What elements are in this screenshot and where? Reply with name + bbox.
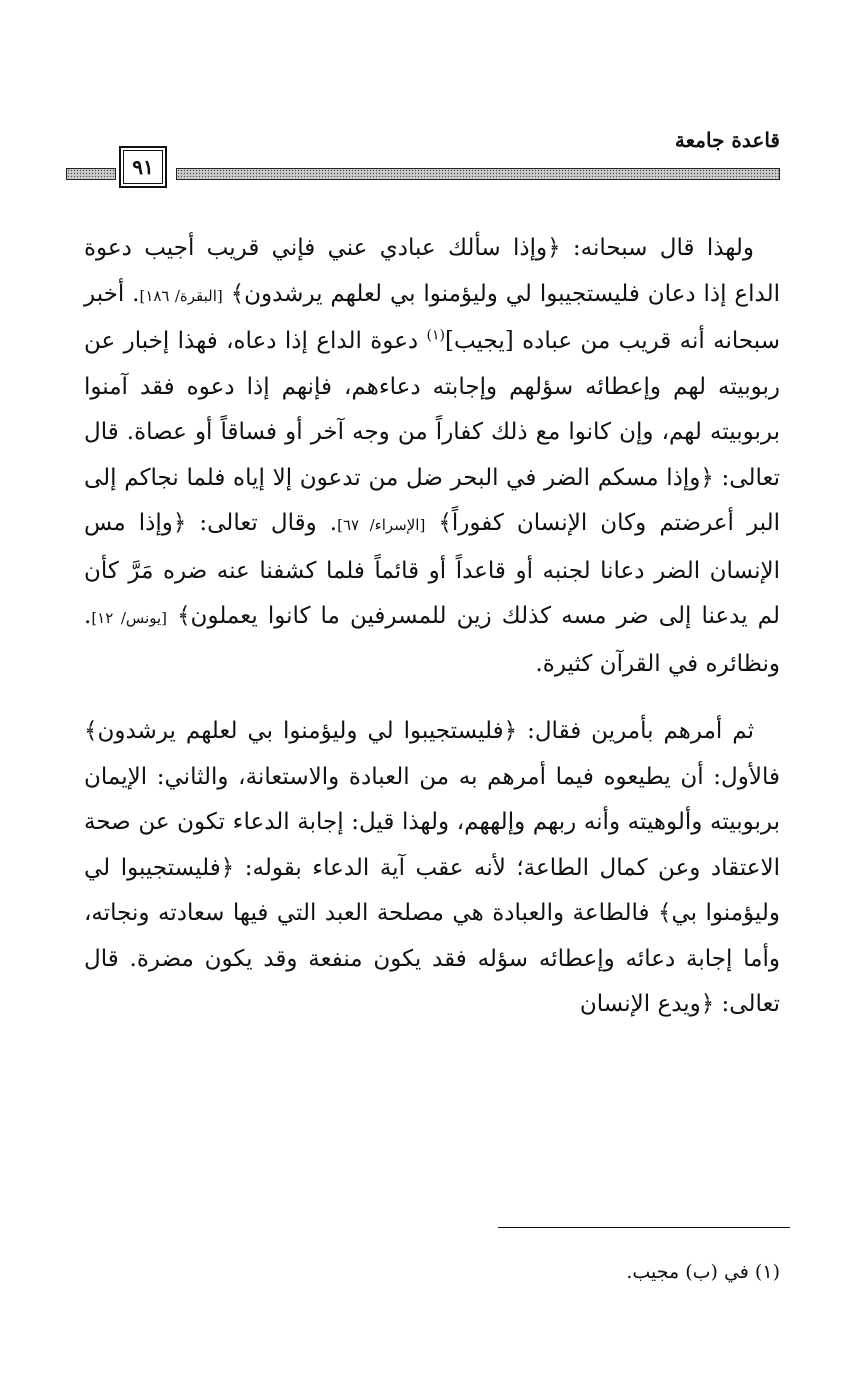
header-ornamental-rule-left [66,168,116,180]
text-segment: ولهذا قال سبحانه: ﴿وإذا سألك عبادي عني فإني قريب أجيب دعوة الداع إذا دعان فليستجيبوا لي وليؤمنوا بي لعلهم يرشدون﴾ [84,235,780,307]
text-segment: . أخبر سبحانه أنه قريب من عباده [يجيب] [84,280,780,354]
footnote: (١) في (ب) مجيب. [626,1261,780,1283]
header-ornamental-rule [176,168,780,180]
footnote-marker: (١) [426,327,445,344]
verse-reference: [الإسراء/ ٦٧] [337,516,426,534]
verse-reference: [يونس/ ١٢] [91,609,167,627]
text-segment: . وقال تعالى: ﴿وإذا مس الإنسان الضر دعانا لجنبه أو قاعداً أو قائماً فلما كشفنا عنه ضره مَرَّ كأن لم يدعنا إلى ضر مسه كذلك زين للمسرفين ما كانوا يعملون﴾ [84,510,780,629]
running-header-title: قاعدة جامعة [674,128,780,152]
footnote-separator [498,1227,790,1228]
text-segment: دعوة الداع إذا دعاه، فهذا إخبار عن ربوبيته لهم وإعطائه سؤلهم وإجابته دعاءهم، فإنهم إذا دعوه فقد آمنوا بربوبيته لهم، وإن كانوا مع ذلك كفاراً من وجه آخر أو فساقاً أو عصاة. قال تعالى: ﴿وإذا مسكم الضر في البحر ضل من تدعون إلا إياه فلما نجاكم إلى البر أعرضتم وكان الإنسان كفوراً﴾ [84,328,780,536]
paragraph-2: ثم أمرهم بأمرين فقال: ﴿فليستجيبوا لي وليؤمنوا بي لعلهم يرشدون﴾ فالأول: أن يطيعوه فيما أمرهم به من العبادة والاستعانة، والثاني: الإيمان بربوبيته وألوهيته وأنه ربهم وإلههم، ولهذا قيل: إجابة الدعاء تكون عن صحة الاعتقاد وعن كمال الطاعة؛ لأنه عقب آية الدعاء بقوله: ﴿فليستجيبوا لي وليؤمنوا بي﴾ فالطاعة والعبادة هي مصلحة العبد التي فيها سعادته ونجاته، وأما إجابة دعائه وإعطائه سؤله فقد يكون منفعة وقد يكون مضرة. قال تعالى: ﴿ويدع الإنسان [84,718,780,1017]
verse-reference: [البقرة/ ١٨٦] [139,286,223,305]
main-text [84,226,780,1028]
page-number: ٩١ [119,146,167,188]
paragraph-1 [84,226,780,687]
text-segment: . ونظائره في القرآن كثيرة. [84,603,780,677]
